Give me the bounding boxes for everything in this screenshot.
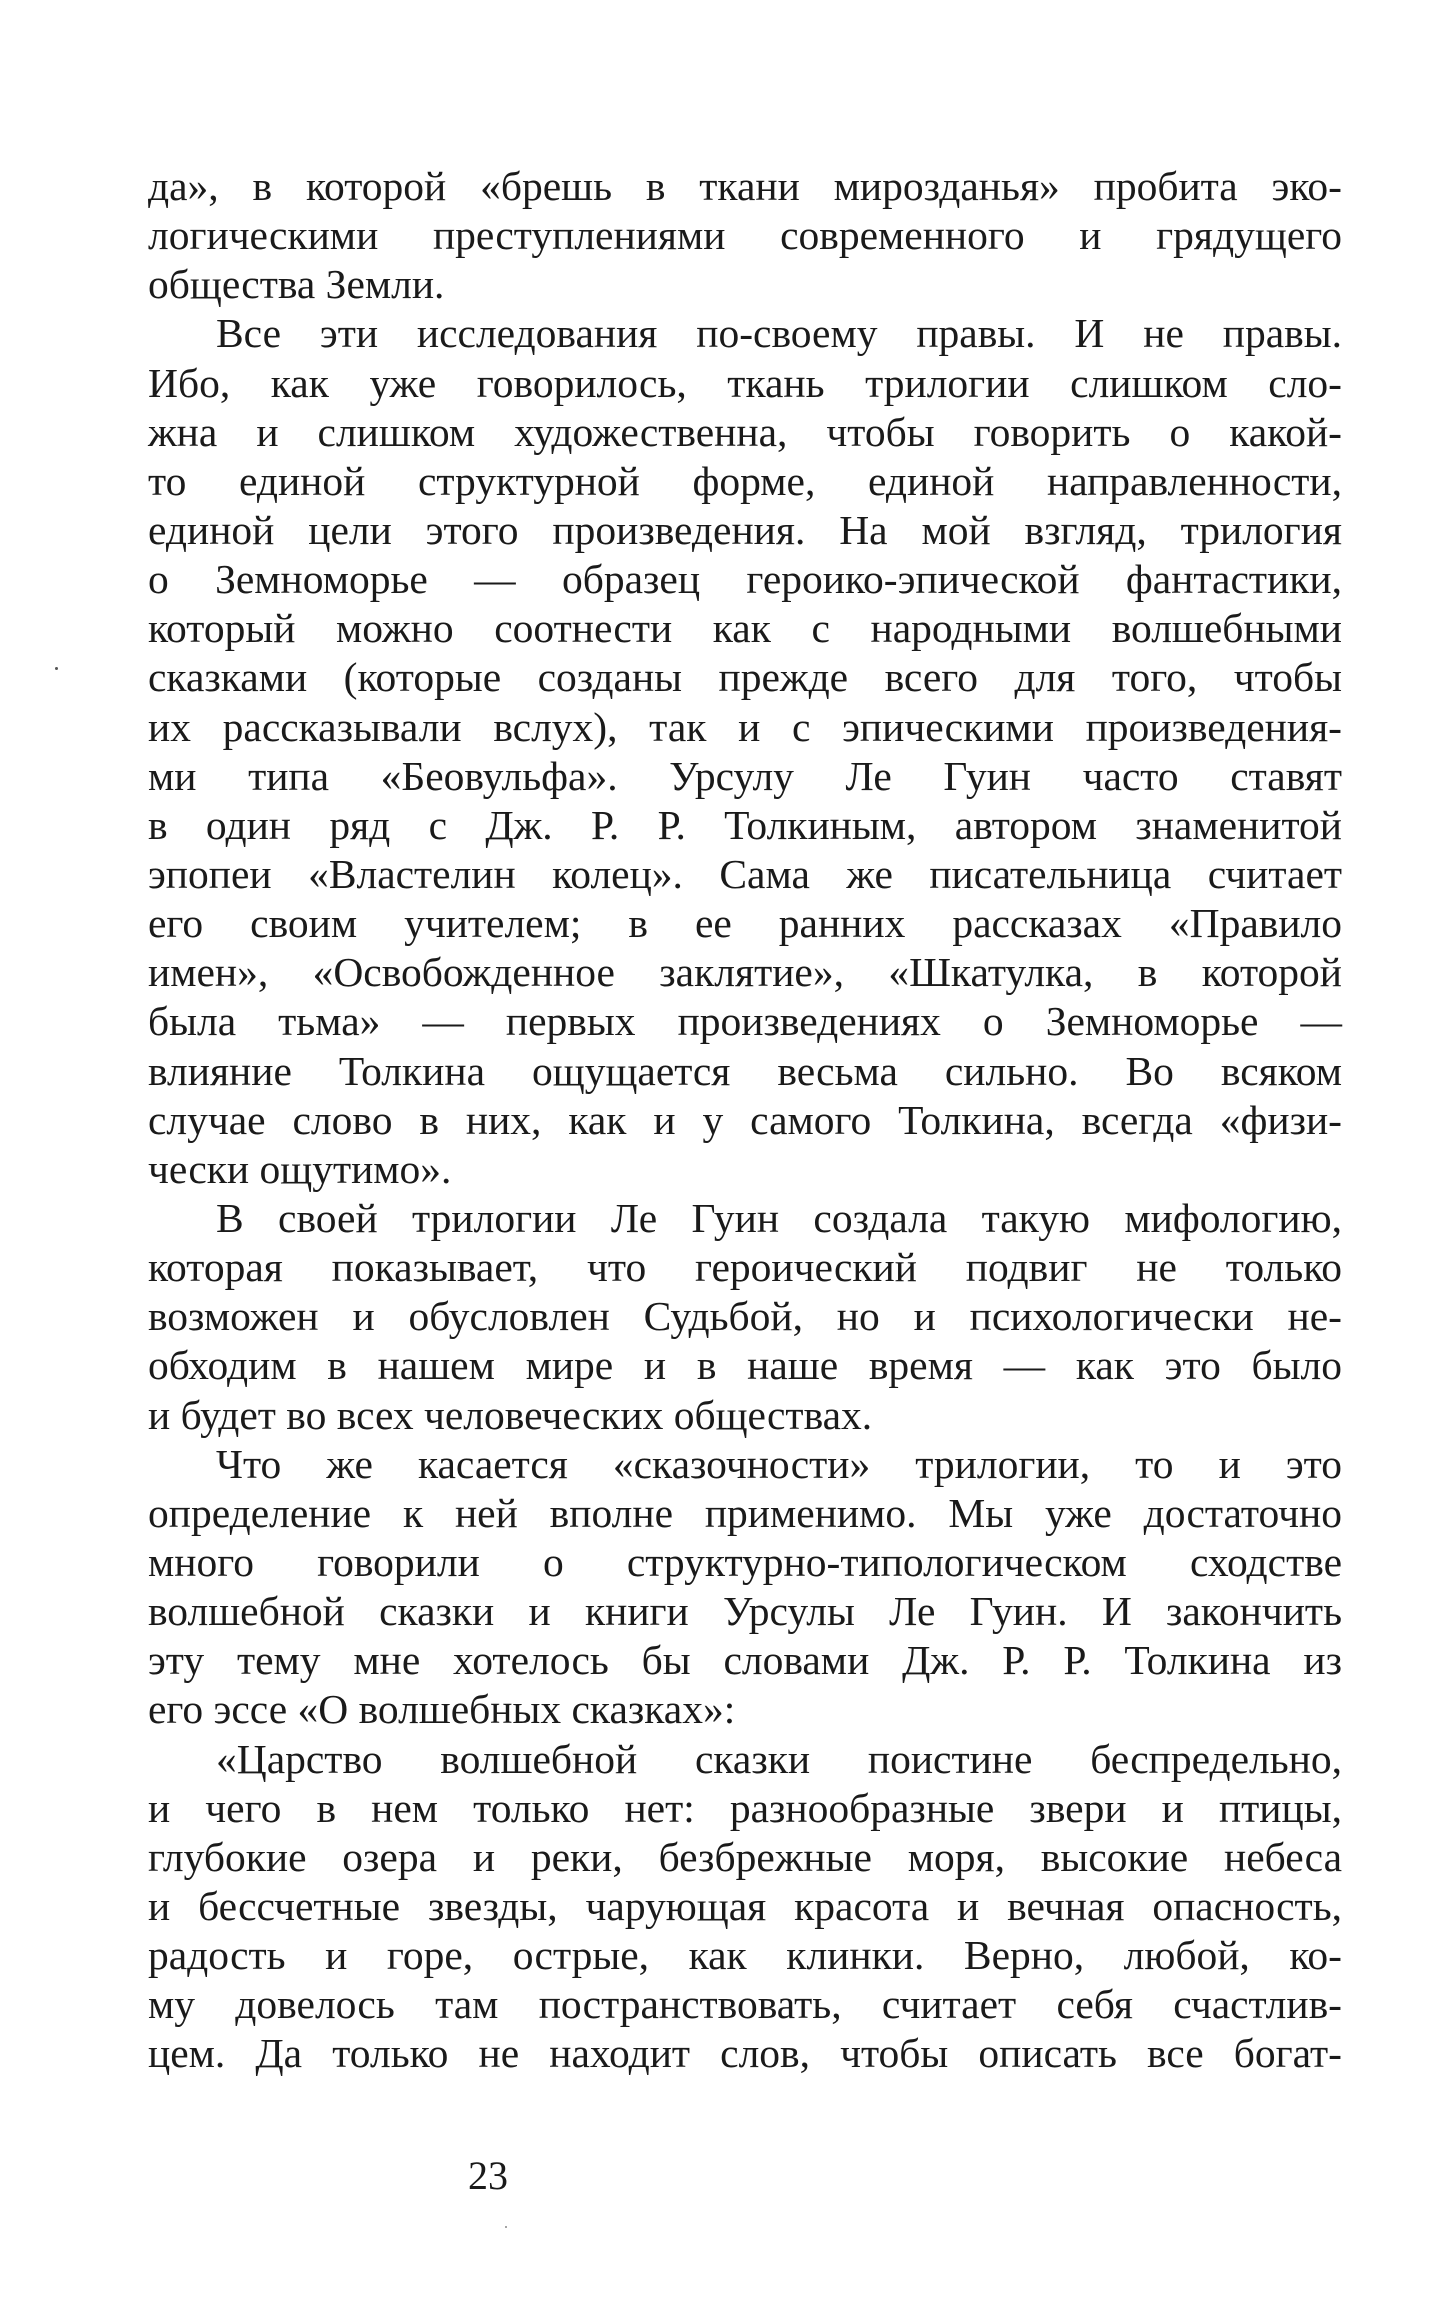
text-line: эпопеи «Властелин колец». Сама же писательница считает [148, 850, 1342, 897]
text-line: волшебной сказки и книги Урсулы Ле Гуин. И закончить [148, 1588, 1342, 1635]
text-line: эту тему мне хотелось бы словами Дж. Р. Р. Толкина из [148, 1637, 1342, 1684]
text-line: му довелось там постранствовать, считает себя счастлив- [148, 1981, 1342, 2028]
text-line: чески ощутимо». [148, 1145, 452, 1192]
text-line: возможен и обусловлен Судьбой, но и психологически не- [148, 1293, 1342, 1340]
text-line: цем. Да только не находит слов, чтобы описать все богат- [148, 2030, 1342, 2077]
text-line: глубокие озера и реки, безбрежные моря, высокие небеса [148, 1833, 1342, 1880]
text-line: сказками (которые созданы прежде всего для того, чтобы [148, 654, 1342, 701]
text-line: общества Земли. [148, 261, 445, 308]
text-line: их рассказывали вслух), так и с эпическими произведения- [148, 703, 1342, 750]
text-line: была тьма» — первых произведениях о Земноморье — [148, 998, 1342, 1045]
body-text [148, 162, 1342, 2078]
text-line: Ибо, как уже говорилось, ткань трилогии слишком сло- [148, 359, 1342, 406]
text-line: Что же касается «сказочности» трилогии, то и это [216, 1440, 1342, 1487]
scan-speck [55, 667, 58, 670]
text-line: и чего в нем только нет: разнообразные звери и птицы, [148, 1784, 1342, 1831]
page-number: 23 [468, 2153, 508, 2198]
text-line: то единой структурной форме, единой направленности, [148, 457, 1342, 504]
text-line: жна и слишком художественна, чтобы говорить о какой- [148, 408, 1342, 455]
text-line: о Земноморье — образец героико-эпической фантастики, [148, 556, 1342, 603]
text-line: имен», «Освобожденное заклятие», «Шкатулка, в которой [148, 949, 1342, 996]
text-line: определение к ней вполне применимо. Мы уже достаточно [148, 1489, 1342, 1536]
text-line: единой цели этого произведения. На мой взгляд, трилогия [148, 506, 1342, 553]
text-line: «Царство волшебной сказки поистине беспредельно, [216, 1735, 1342, 1782]
text-line: обходим в нашем мире и в наше время — как это было [148, 1342, 1342, 1389]
text-line: и будет во всех человеческих обществах. [148, 1391, 873, 1438]
text-line: и бессчетные звезды, чарующая красота и вечная опасность, [148, 1882, 1342, 1929]
text-line: радость и горе, острые, как клинки. Верно, любой, ко- [148, 1932, 1342, 1979]
text-line: много говорили о структурно-типологическом сходстве [148, 1538, 1342, 1585]
text-line: логическими преступлениями современного и грядущего [148, 212, 1342, 259]
text-line: случае слово в них, как и у самого Толкина, всегда «физи- [148, 1096, 1342, 1143]
text-line: в один ряд с Дж. Р. Р. Толкиным, автором знаменитой [148, 801, 1342, 848]
scan-speck-bottom [505, 2226, 507, 2228]
text-line: которая показывает, что героический подвиг не только [148, 1244, 1342, 1291]
text-line: ми типа «Беовульфа». Урсулу Ле Гуин часто ставят [148, 752, 1342, 799]
text-line: да», в которой «брешь в ткани мирозданья» пробита эко- [148, 163, 1342, 209]
text-line: который можно соотнести как с народными волшебными [148, 605, 1342, 652]
text-line: его эссе «О волшебных сказках»: [148, 1686, 736, 1733]
text-line: В своей трилогии Ле Гуин создала такую мифологию, [216, 1194, 1342, 1241]
text-line: Все эти исследования по-своему правы. И не правы. [216, 310, 1342, 357]
text-line: его своим учителем; в ее ранних рассказах «Правило [148, 900, 1342, 947]
text-line: влияние Толкина ощущается весьма сильно. Во всяком [148, 1047, 1342, 1094]
